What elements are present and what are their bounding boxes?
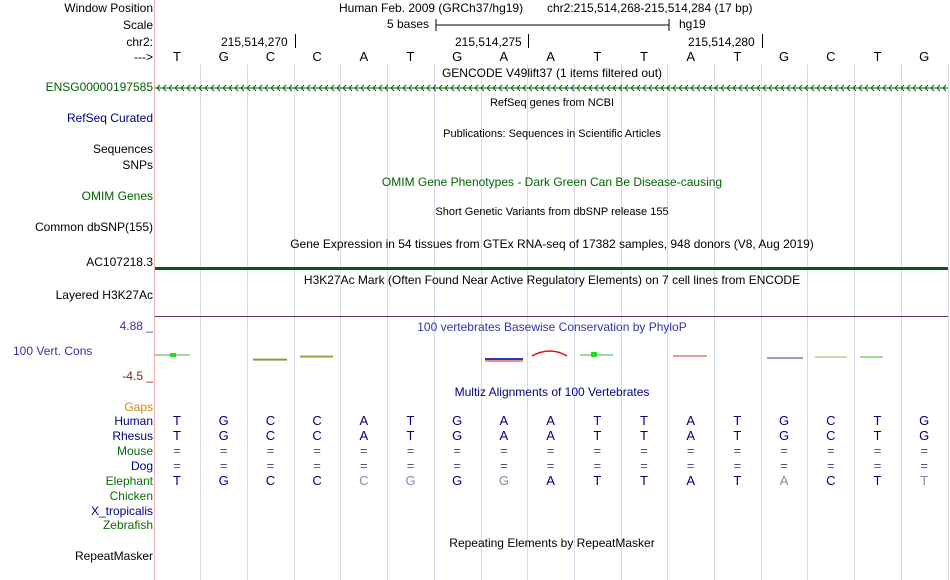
sequence-base: A: [686, 49, 696, 64]
publications-title: Publications: Sequences in Scientific Articles: [443, 128, 661, 140]
strand-label: --->: [134, 50, 153, 64]
alignment-base: A: [499, 428, 509, 443]
alignment-base: C: [826, 413, 836, 428]
alignment-base: =: [500, 443, 508, 458]
gtex-title: Gene Expression in 54 tissues from GTEx RNA-seq of 17382 samples, 948 donors (V8, Aug 2019): [290, 237, 814, 251]
alignment-base: T: [173, 473, 181, 488]
alignment-base: C: [312, 473, 322, 488]
h3k27-label[interactable]: Layered H3K27Ac: [55, 288, 153, 302]
alignment-base: =: [780, 443, 788, 458]
scale-bar: [435, 18, 671, 32]
alignment-base: =: [453, 458, 461, 473]
species-label-human[interactable]: Human: [114, 414, 153, 428]
alignment-base: G: [218, 413, 229, 428]
alignment-base: G: [218, 473, 229, 488]
alignment-base: =: [873, 443, 882, 458]
omim-label[interactable]: OMIM Genes: [81, 189, 153, 203]
sequence-base: C: [826, 49, 836, 64]
dbsnp-title: Short Genetic Variants from dbSNP release 155: [435, 206, 669, 218]
sequence-base: G: [452, 49, 463, 64]
alignment-base: C: [265, 428, 276, 443]
sequence-base: A: [546, 49, 555, 64]
alignment-base: =: [780, 458, 788, 473]
species-label-zebrafish[interactable]: Zebrafish: [102, 518, 153, 532]
alignment-base: T: [873, 428, 882, 443]
alignment-base: =: [219, 443, 228, 458]
alignment-base: =: [640, 458, 648, 473]
refseq-label[interactable]: RefSeq Curated: [66, 111, 153, 125]
alignment-base: C: [312, 413, 322, 428]
scale-bases-text: 5 bases: [387, 17, 430, 31]
alignment-base: A: [546, 473, 555, 488]
alignment-base: C: [265, 473, 276, 488]
alignment-base: =: [873, 458, 882, 473]
alignment-base: A: [499, 413, 509, 428]
sequence-base: A: [359, 49, 369, 64]
alignment-base: C: [826, 473, 836, 488]
alignment-base: C: [826, 428, 836, 443]
repeat-label[interactable]: RepeatMasker: [74, 549, 153, 563]
alignment-base: A: [686, 413, 696, 428]
species-label-dog[interactable]: Dog: [130, 459, 153, 473]
alignment-base: T: [406, 428, 415, 443]
alignment-base: T: [640, 428, 648, 443]
species-label-x_tropicalis[interactable]: X_tropicalis: [90, 504, 153, 518]
species-label-elephant[interactable]: Elephant: [105, 474, 153, 488]
alignment-base: =: [313, 458, 321, 473]
sequence-base: T: [406, 49, 415, 64]
alignment-base: T: [593, 413, 602, 428]
alignment-base: =: [406, 443, 415, 458]
alignment-base: =: [686, 443, 695, 458]
alignment-base: T: [920, 473, 929, 488]
h3k27-baseline: [155, 316, 948, 317]
scale-label: Scale: [122, 18, 153, 32]
alignment-base: =: [453, 443, 461, 458]
alignment-base: =: [219, 458, 228, 473]
sequences-label[interactable]: Sequences: [92, 142, 153, 156]
conservation-wiggle: [155, 346, 950, 366]
alignment-base: =: [360, 443, 368, 458]
alignment-base: T: [593, 473, 602, 488]
alignment-base: A: [686, 473, 696, 488]
alignment-base: =: [266, 443, 275, 458]
alignment-base: =: [593, 443, 602, 458]
species-label-chicken[interactable]: Chicken: [109, 489, 153, 503]
alignment-base: G: [498, 473, 509, 488]
species-label-rhesus[interactable]: Rhesus: [112, 429, 153, 443]
alignment-base: T: [640, 473, 648, 488]
alignment-base: G: [779, 413, 790, 428]
coord-1-tick: [295, 34, 296, 48]
assembly-text: Human Feb. 2009 (GRCh37/hg19): [339, 1, 524, 15]
coord-3: 215,514,280: [688, 35, 755, 49]
alignment-base: G: [919, 428, 930, 443]
sequence-base: T: [733, 49, 742, 64]
alignment-base: =: [360, 458, 368, 473]
refseq-title: RefSeq genes from NCBI: [489, 97, 615, 109]
gaps-label[interactable]: Gaps: [124, 400, 153, 414]
alignment-base: =: [920, 443, 928, 458]
alignment-base: T: [873, 473, 882, 488]
cons-title: 100 vertebrates Basewise Conservation by PhyloP: [417, 320, 687, 334]
alignment-base: C: [359, 473, 369, 488]
alignment-base: G: [452, 428, 463, 443]
alignment-base: C: [312, 428, 322, 443]
alignment-base: A: [686, 428, 696, 443]
dbsnp-label[interactable]: Common dbSNP(155): [34, 220, 153, 234]
alignment-base: =: [500, 458, 508, 473]
alignment-base: T: [733, 473, 742, 488]
sequence-base: G: [779, 49, 790, 64]
alignment-base: =: [827, 443, 835, 458]
cons-label[interactable]: 100 Vert. Cons: [13, 344, 93, 358]
alignment-base: =: [313, 443, 321, 458]
alignment-base: =: [546, 443, 555, 458]
sequence-base: T: [593, 49, 602, 64]
alignment-base: =: [406, 458, 415, 473]
alignment-base: =: [266, 458, 275, 473]
alignment-base: G: [218, 428, 229, 443]
cons-max-label: 4.88 _: [119, 319, 153, 333]
h3k27-title: H3K27Ac Mark (Often Found Near Active Regulatory Elements) on 7 cell lines from ENCODE: [303, 273, 801, 287]
repeat-title: Repeating Elements by RepeatMasker: [449, 536, 655, 550]
alignment-base: A: [779, 473, 789, 488]
alignment-base: G: [779, 428, 790, 443]
alignment-base: T: [733, 413, 742, 428]
sequence-base: T: [873, 49, 882, 64]
coord-1: 215,514,270: [221, 35, 288, 49]
gencode-item-label[interactable]: ENSG00000197585: [45, 80, 153, 94]
species-label-mouse[interactable]: Mouse: [116, 444, 153, 458]
alignment-base: C: [265, 413, 276, 428]
alignment-base: =: [593, 458, 602, 473]
alignment-base: T: [640, 413, 648, 428]
sequence-base: C: [312, 49, 322, 64]
sequence-base: G: [218, 49, 229, 64]
alignment-base: T: [173, 428, 181, 443]
window-position-label: Window Position: [64, 1, 153, 15]
alignment-base: A: [359, 413, 369, 428]
snps-label[interactable]: SNPs: [122, 158, 153, 172]
alignment-base: T: [406, 413, 415, 428]
gtex-label[interactable]: AC107218.3: [86, 255, 153, 269]
gencode-gene-feature[interactable]: [155, 82, 950, 94]
alignment-base: =: [827, 458, 835, 473]
alignment-base: =: [733, 458, 742, 473]
alignment-base: =: [920, 458, 928, 473]
gtex-gene-bar[interactable]: [155, 267, 948, 270]
alignment-base: T: [593, 428, 602, 443]
alignment-base: A: [359, 428, 369, 443]
coord-2: 215,514,275: [455, 35, 522, 49]
alignment-base: G: [405, 473, 416, 488]
alignment-base: G: [452, 413, 463, 428]
alignment-base: =: [173, 443, 181, 458]
sequence-base: T: [640, 49, 648, 64]
coord-3-tick: [762, 34, 763, 48]
sequence-base: T: [173, 49, 181, 64]
alignment-base: =: [686, 458, 695, 473]
alignment-base: A: [546, 413, 555, 428]
alignment-base: G: [452, 473, 463, 488]
alignment-base: G: [919, 413, 930, 428]
alignment-base: T: [873, 413, 882, 428]
scale-db: hg19: [679, 17, 706, 31]
sequence-base: C: [265, 49, 276, 64]
sequence-base: G: [919, 49, 930, 64]
alignment-base: =: [733, 443, 742, 458]
alignment-base: A: [546, 428, 555, 443]
position-text: chr2:215,514,268-215,514,284 (17 bp): [547, 1, 753, 15]
gencode-title: GENCODE V49lift37 (1 items filtered out): [441, 66, 663, 80]
cons-min-label: -4.5 _: [122, 369, 153, 383]
chrom-label: chr2:: [126, 35, 153, 49]
alignment-base: =: [546, 458, 555, 473]
alignment-base: T: [733, 428, 742, 443]
coord-2-tick: [528, 34, 529, 48]
alignment-base: =: [640, 443, 648, 458]
alignment-base: T: [173, 413, 181, 428]
multiz-title: Multiz Alignments of 100 Vertebrates: [454, 385, 650, 399]
sequence-base: A: [499, 49, 509, 64]
alignment-base: =: [173, 458, 181, 473]
omim-title: OMIM Gene Phenotypes - Dark Green Can Be Disease-causing: [381, 175, 723, 189]
